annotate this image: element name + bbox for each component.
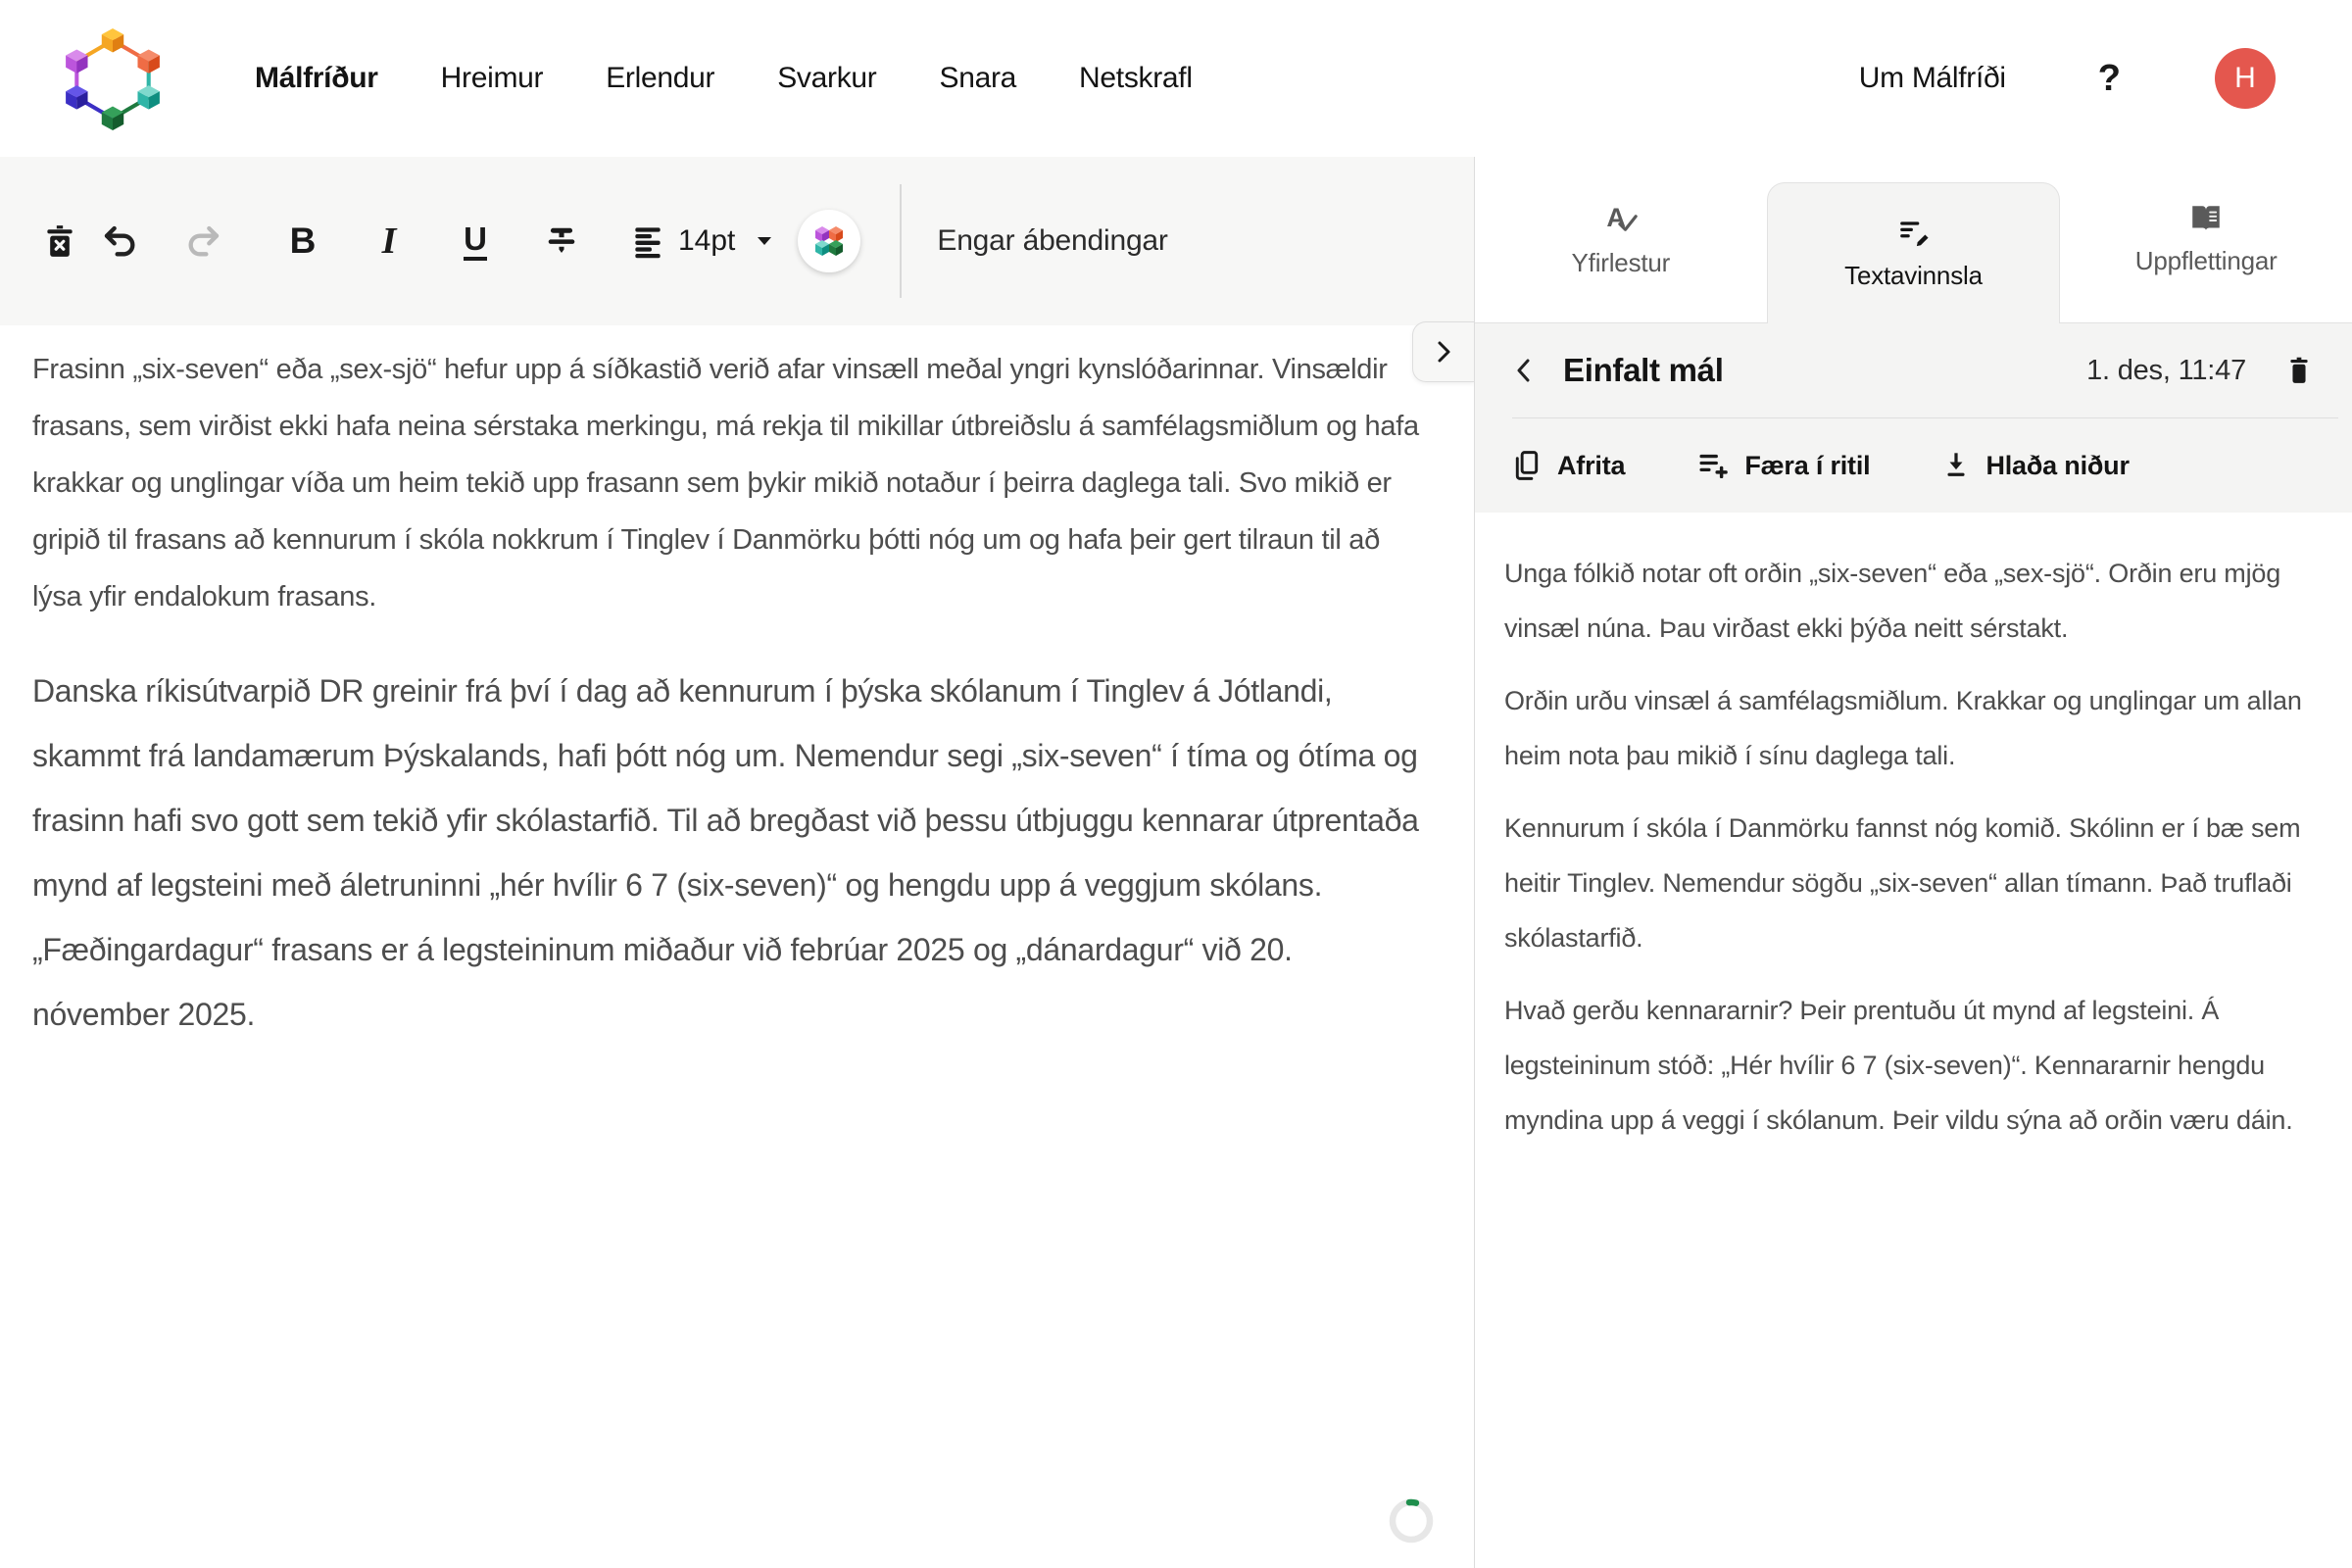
editor-paragraph[interactable]: Danska ríkisútvarpið DR greinir frá því í dag að kennurum í þýska skólanum í Tinglev á Jótlandi, skammt frá landamærum Þýskalands, hafi þótt nóg um. Nemendur segi „six-seven“ í tíma og ótíma og frasinn hafi svo gott sem tekið yfir skólastarfið. Til að bregðast við þessu útbjuggu kennarar útprentaða mynd af legsteini með áletruninni „hér hvílir 6 7 (six-seven)“ og hengdu upp á veggjum skólans. „Fæðingardagur“ frasans er á legsteininum miðaður við febrúar 2025 og „dánardagur“ við 20. nóvember 2025. xyxy=(32,673,1419,1032)
download-icon xyxy=(1942,451,1970,480)
bold-icon[interactable]: B xyxy=(289,220,317,261)
back-chevron-icon[interactable] xyxy=(1512,357,1536,384)
delete-result-icon[interactable] xyxy=(2285,355,2313,386)
font-size-value: 14pt xyxy=(678,224,736,257)
simplified-paragraph: Unga fólkið notar oft orðin „six-seven“ eða „sex-sjö“. Orðin eru mjög vinsæl núna. Þau virðast ekki þýða neitt sérstakt. xyxy=(1504,559,2281,643)
text-edit-icon xyxy=(1897,216,1931,249)
assistant-sphere-button[interactable] xyxy=(798,210,860,272)
simplified-paragraph: Kennurum í skóla í Danmörku fannst nóg komið. Skólinn er í bæ sem heitir Tinglev. Nemendur sögðu „six-seven“ allan tímann. Það truflaði skólastarfið. xyxy=(1504,813,2301,953)
chevron-right-icon xyxy=(1433,339,1454,365)
download-label: Hlaða niður xyxy=(1985,450,2130,480)
redo-icon[interactable] xyxy=(182,220,223,262)
delete-text-icon[interactable] xyxy=(39,220,80,262)
tab-label: Textavinnsla xyxy=(1844,261,1983,290)
undo-icon[interactable] xyxy=(100,220,141,262)
panel-actions xyxy=(1475,418,2352,513)
copy-label: Afrita xyxy=(1557,450,1626,480)
add-to-text-icon xyxy=(1697,451,1729,480)
panel-expand-button[interactable] xyxy=(1412,321,1474,382)
move-to-editor-label: Færa í ritil xyxy=(1744,450,1871,480)
nav-item-netskrafl[interactable]: Netskrafl xyxy=(1079,62,1193,94)
chevron-down-icon xyxy=(757,236,772,246)
panel-tabbar xyxy=(1475,157,2352,323)
tab-uppflettingar[interactable] xyxy=(2060,157,2352,323)
tab-label: Yfirlestur xyxy=(1571,248,1671,277)
panel-header xyxy=(1475,323,2352,513)
book-icon xyxy=(2188,203,2224,234)
top-header xyxy=(0,0,2352,157)
avatar[interactable]: H xyxy=(2215,48,2276,109)
nav-item-malfridur[interactable]: Málfríður xyxy=(255,62,378,94)
panel-title-row xyxy=(1475,323,2352,417)
italic-icon[interactable]: I xyxy=(381,220,397,262)
download-button[interactable] xyxy=(1942,451,2129,481)
nav-item-hreimur[interactable]: Hreimur xyxy=(440,62,544,94)
strikethrough-icon[interactable] xyxy=(541,220,582,262)
tab-label: Uppflettingar xyxy=(2134,246,2278,275)
result-timestamp: 1. des, 11:47 xyxy=(2086,354,2246,386)
spellcheck-icon xyxy=(1603,201,1639,236)
nav-item-erlendur[interactable]: Erlendur xyxy=(606,62,715,94)
help-icon[interactable]: ? xyxy=(2097,57,2121,99)
editor-text-area[interactable] xyxy=(0,325,1474,1568)
simplified-text-content xyxy=(1475,513,2352,1568)
nav-item-svarkur[interactable]: Svarkur xyxy=(777,62,877,94)
copy-icon xyxy=(1512,449,1542,482)
svg-text:A: A xyxy=(1606,202,1626,232)
toolbar-divider xyxy=(900,184,902,298)
malfridur-logo-icon[interactable] xyxy=(61,22,165,135)
simplified-paragraph: Hvað gerðu kennararnir? Þeir prentuðu út mynd af legsteini. Á legsteininum stóð: „Hér hvílir 6 7 (six-seven)“. Kennararnir hengdu myndina upp á veggi í skólanum. Þeir vildu sýna að orðin væru dáin. xyxy=(1504,996,2293,1135)
align-left-icon[interactable] xyxy=(627,220,668,262)
nav-item-snara[interactable]: Snara xyxy=(939,62,1017,94)
result-title: Einfalt mál xyxy=(1563,352,1724,388)
editor-toolbar xyxy=(0,157,1474,325)
tab-yfirlestur[interactable] xyxy=(1475,157,1767,323)
editor-paragraph[interactable]: Frasinn „six-seven“ eða „sex-sjö“ hefur upp á síðkastið verið afar vinsæll meðal yngri kynslóðarinnar. Vinsældir frasans, sem virðist ekki hafa neina sérstaka merkingu, má rekja til mikillar útbreiðslu á samfélagsmiðlum og hafa krakkar og unglingar víða um heim tekið upp frasann sem þykir mikið notaður í þeirra daglega tali. Svo mikið er gripið til frasans að kennurum í skóla nokkrum í Tinglev í Danmörku þótti nóg um og hafa þeir gert tilraun til að lýsa yfir endalokum frasans. xyxy=(32,354,1419,612)
tab-textavinnsla[interactable] xyxy=(1767,182,2061,323)
side-panel xyxy=(1474,157,2352,1568)
about-link[interactable]: Um Málfríði xyxy=(1858,62,2006,94)
character-count-progress-ring xyxy=(1388,1497,1435,1544)
copy-button[interactable] xyxy=(1512,449,1625,482)
suggestions-status: Engar ábendingar xyxy=(937,224,1168,257)
simplified-paragraph: Orðin urðu vinsæl á samfélagsmiðlum. Krakkar og unglingar um allan heim nota þau mikið í sínu daglega tali. xyxy=(1504,686,2302,770)
cube-cluster-icon xyxy=(811,222,847,260)
main-nav xyxy=(255,62,1193,95)
underline-icon[interactable]: U xyxy=(455,220,496,262)
move-to-editor-button[interactable] xyxy=(1697,451,1870,481)
font-size-dropdown[interactable] xyxy=(678,224,772,258)
